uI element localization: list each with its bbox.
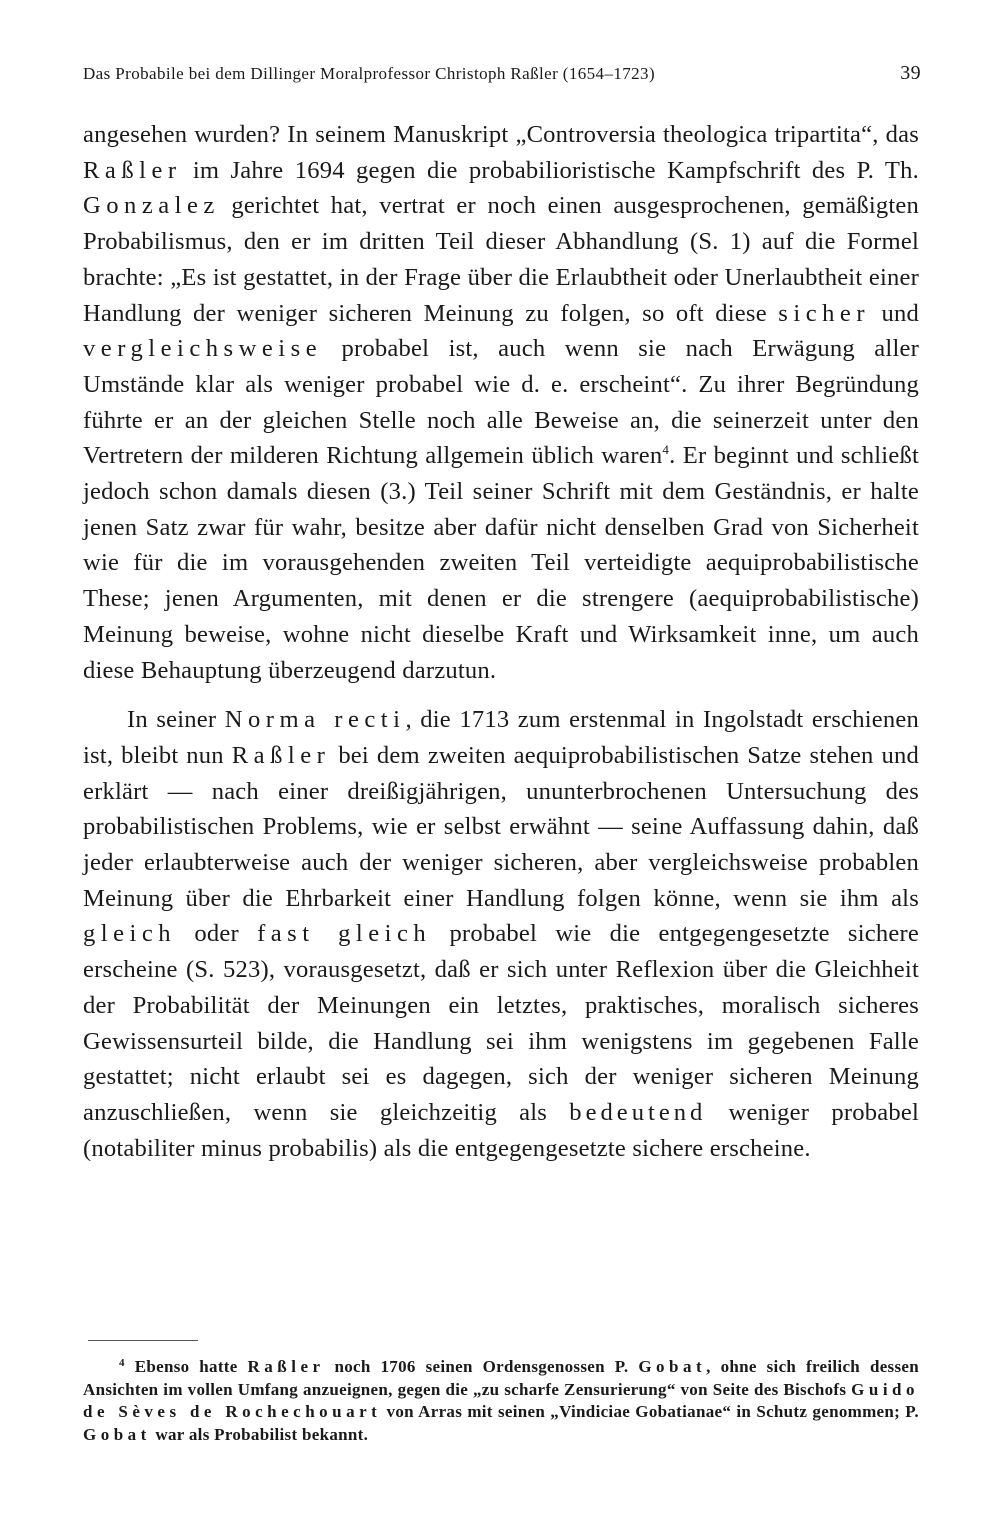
p2-name-rassler: Raßler — [231, 741, 331, 769]
p1-word-sicher: sicher — [778, 299, 871, 327]
p1-text-3: gerichtet hat, vertrat er noch einen ausgesprochenen, gemäßigten Probabilismus, den er im dritten Teil dieser Abhandlung (S. 1) auf die Formel brachte: „Es ist gestattet, in der Frage über die Erlaubtheit oder Unerlaubtheit einer Handlung der weniger sicheren Meinung zu folgen, so oft diese — [83, 192, 919, 327]
p1-text-5: probabel ist, auch wenn sie nach Erwägung aller Umstände klar als weniger probabel wie d. e. erscheint“. Zu ihrer Begründung führte er an der gleichen Stelle noch alle Beweise an, die seinerzeit unter den Vertretern der milderen Richtung allgemein üblich waren — [83, 335, 919, 470]
fn-name-gobat: Gobat — [638, 1357, 707, 1376]
p1-name-rassler: Raßler — [83, 156, 182, 184]
fn-name-rassler: Raßler — [247, 1357, 325, 1376]
footnote-number: 4 — [119, 1357, 125, 1369]
fn-text-4: von Arras mit seinen „Vindiciae Gobatianae“ in Schutz genommen; P. — [386, 1402, 919, 1421]
p2-text-5: probabel wie die entgegengesetzte sichere erscheine (S. 523), vorausgesetzt, daß er sich unter Reflexion über die Gleichheit der Probabilität der Meinungen ein letztes, praktisches, moralisch sicheres Gewissensurteil bilde, die Handlung sei ihm wenigstens im gegebenen Falle gestattet; nicht erlaubt sei es dagegen, sich der weniger sicheren Meinung anzuschließen, wenn sie gleichzeitig als — [83, 920, 919, 1126]
paragraph-2 — [83, 702, 919, 1166]
p2-title-norma-recti: Norma recti — [224, 706, 406, 734]
footnote-ref-4[interactable]: 4 — [662, 442, 670, 458]
fn-text-3: , ohne sich freilich dessen Ansichten im vollen Umfang anzueignen, gegen die „zu scharfe Zensurierung“ von Seite des Bischofs — [83, 1357, 919, 1399]
body-text — [83, 117, 919, 1166]
p2-word-gleich: gleich — [83, 920, 177, 948]
paragraph-1 — [83, 117, 919, 688]
fn-name-bishop: Guido de Sèves de Rochechouart — [83, 1379, 919, 1421]
fn-text-2: noch 1706 seinen Ordensgenossen P. — [334, 1357, 629, 1376]
p2-text-6: weniger probabel (notabiliter minus probabilis) als die entgegengesetzte sichere erscheine. — [83, 1098, 919, 1162]
p1-name-gonzalez: Gonzalez — [83, 192, 220, 220]
fn-text-5: war als Probabilist bekannt. — [155, 1424, 369, 1444]
p1-text-2: im Jahre 1694 gegen die probabilioristische Kampfschrift des P. Th. — [192, 156, 919, 184]
p1-text-4: und — [881, 299, 919, 327]
p2-word-bedeutend: bedeutend — [569, 1098, 707, 1126]
footnote-4 — [83, 1356, 919, 1446]
p2-text-3: bei dem zweiten aequiprobabilistischen Satze stehen und erklärt — nach einer dreißigjährigen, ununterbrochenen Untersuchung des probabilistischen Problems, wie er selbst erwähnt — seine Auffassung dahin, daß jeder erlaubterweise auch der weniger sicheren, aber vergleichsweise probablen Meinung über die Ehrbarkeit einer Handlung folgen könne, wenn sie ihm als — [83, 741, 919, 912]
p1-word-vergleichsweise: vergleichsweise — [83, 335, 323, 363]
page-number: 39 — [900, 62, 921, 84]
p2-text-4: oder — [194, 920, 239, 948]
p2-text-2: , die 1713 zum erstenmal in Ingolstadt erschienen ist, bleibt nun — [83, 706, 919, 769]
p2-word-fast-gleich: fast gleich — [257, 920, 432, 948]
footnote-divider — [88, 1340, 198, 1341]
fn-name-gobat-2: Gobat — [83, 1424, 151, 1444]
p1-text-1: angesehen wurden? In seinem Manuskript „Controversia theologica tripartita“, das — [83, 121, 919, 148]
running-title: Das Probabile bei dem Dillinger Moralprofessor Christoph Raßler (1654–1723) — [83, 64, 656, 83]
fn-text-1: Ebenso hatte — [134, 1357, 238, 1376]
p2-text-1: In seiner — [127, 706, 217, 734]
p1-text-6: . Er beginnt und schließt jedoch schon damals diesen (3.) Teil seiner Schrift mit dem Geständnis, er halte jenen Satz zwar für wahr, besitze aber dafür nicht denselben Grad von Sicherheit wie für die im vorausgehenden zweiten Teil verteidigte aequiprobabilistische These; jenen Argumenten, mit denen er die strengere (aequiprobabilistische) Meinung beweise, wohne nicht dieselbe Kraft und Wirksamkeit inne, um auch diese Behauptung überzeugend darzutun. — [83, 442, 919, 684]
page-header — [83, 60, 921, 90]
